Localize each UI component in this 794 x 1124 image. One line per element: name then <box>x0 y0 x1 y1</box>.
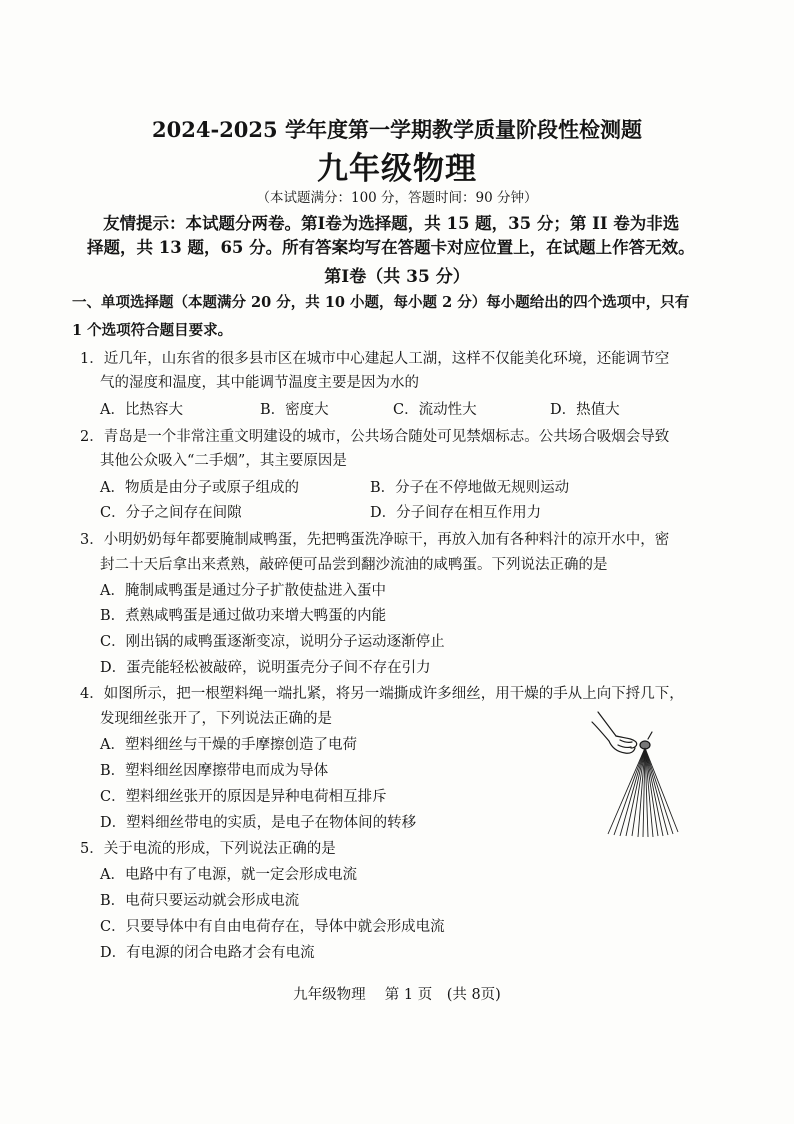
part-heading-line-2: 1 个选项符合题目要求。 <box>72 322 233 339</box>
q2-option-d: D．分子间存在相互作用力 <box>370 505 542 521</box>
q3-stem-line-1: 3．小明奶奶每年都要腌制咸鸭蛋，先把鸭蛋洗净晾干，再放入加有各种料汁的凉开水中，密 <box>80 532 670 548</box>
q1-option-d: D．热值大 <box>550 402 620 418</box>
q3-stem-line-2: 封二十天后拿出来煮熟，敲碎便可品尝到翻沙流油的咸鸭蛋。下列说法正确的是 <box>100 557 608 573</box>
part-heading-line-1: 一、单项选择题（本题满分 20 分，共 10 小题，每小题 2 分）每小题给出的四个选项中，只有 <box>72 294 690 311</box>
q3-option-b: B．煮熟咸鸭蛋是通过做功来增大鸭蛋的内能 <box>100 608 387 624</box>
q5-option-a: A．电路中有了电源，就一定会形成电流 <box>100 867 357 883</box>
q2-option-c: C．分子之间存在间隙 <box>100 505 242 521</box>
q4-stem-line-1: 4．如图所示，把一根塑料绳一端扎紧，将另一端撕成许多细丝，用干燥的手从上向下捋几下， <box>80 686 684 702</box>
plastic-strands-figure <box>590 708 700 838</box>
q3-option-c: C．刚出锅的咸鸭蛋逐渐变凉，说明分子运动逐渐停止 <box>100 634 445 650</box>
q4-option-a: A．塑料细丝与干燥的手摩擦创造了电荷 <box>100 737 357 753</box>
q4-option-d: D．塑料细丝带电的实质，是电子在物体间的转移 <box>100 815 417 831</box>
q1-stem-line-1: 1．近几年，山东省的很多县市区在城市中心建起人工湖，这样不仅能美化环境，还能调节空 <box>80 351 670 367</box>
q1-stem-line-2: 气的湿度和温度，其中能调节温度主要是因为水的 <box>100 375 419 391</box>
tip-line-1: 友情提示：本试题分两卷。第Ⅰ卷为选择题，共 15 题，35 分；第 II 卷为非选 <box>103 214 680 233</box>
exam-info: （本试题满分：100 分，答题时间：90 分钟） <box>256 190 538 206</box>
q3-option-a: A．腌制咸鸭蛋是通过分子扩散使盐进入蛋中 <box>100 583 386 599</box>
tip-line-2: 择题，共 13 题，65 分。所有答案均写在答题卡对应位置上，在试题上作答无效。 <box>87 238 695 257</box>
q3-option-d: D．蛋壳能轻松被敲碎，说明蛋壳分子间不存在引力 <box>100 660 431 676</box>
q5-option-d: D．有电源的闭合电路才会有电流 <box>100 945 315 961</box>
q5-stem-line-1: 5．关于电流的形成，下列说法正确的是 <box>80 841 336 857</box>
section-title: 第Ⅰ卷（共 35 分） <box>324 267 470 287</box>
q4-option-c: C．塑料细丝张开的原因是异种电荷相互排斥 <box>100 789 387 805</box>
q2-stem-line-1: 2．青岛是一个非常注重文明建设的城市，公共场合随处可见禁烟标志。公共场合吸烟会导致 <box>80 429 670 445</box>
q2-stem-line-2: 其他公众吸入“二手烟”，其主要原因是 <box>100 453 347 469</box>
q1-option-b: B．密度大 <box>260 402 329 418</box>
q2-option-a: A．物质是由分子或原子组成的 <box>100 480 299 496</box>
q1-option-a: A．比热容大 <box>100 402 183 418</box>
subject-title: 九年级物理 <box>317 151 477 187</box>
q2-option-b: B．分子在不停地做无规则运动 <box>370 480 570 496</box>
exam-title: 2024-2025 学年度第一学期教学质量阶段性检测题 <box>152 117 642 142</box>
q4-stem-line-2: 发现细丝张开了，下列说法正确的是 <box>100 711 332 727</box>
page-footer: 九年级物理 第 1 页 (共 8页) <box>293 987 501 1003</box>
q5-option-c: C．只要导体中有自由电荷存在，导体中就会形成电流 <box>100 919 445 935</box>
q4-option-b: B．塑料细丝因摩擦带电而成为导体 <box>100 763 329 779</box>
q1-option-c: C．流动性大 <box>393 402 477 418</box>
q5-option-b: B．电荷只要运动就会形成电流 <box>100 893 300 909</box>
